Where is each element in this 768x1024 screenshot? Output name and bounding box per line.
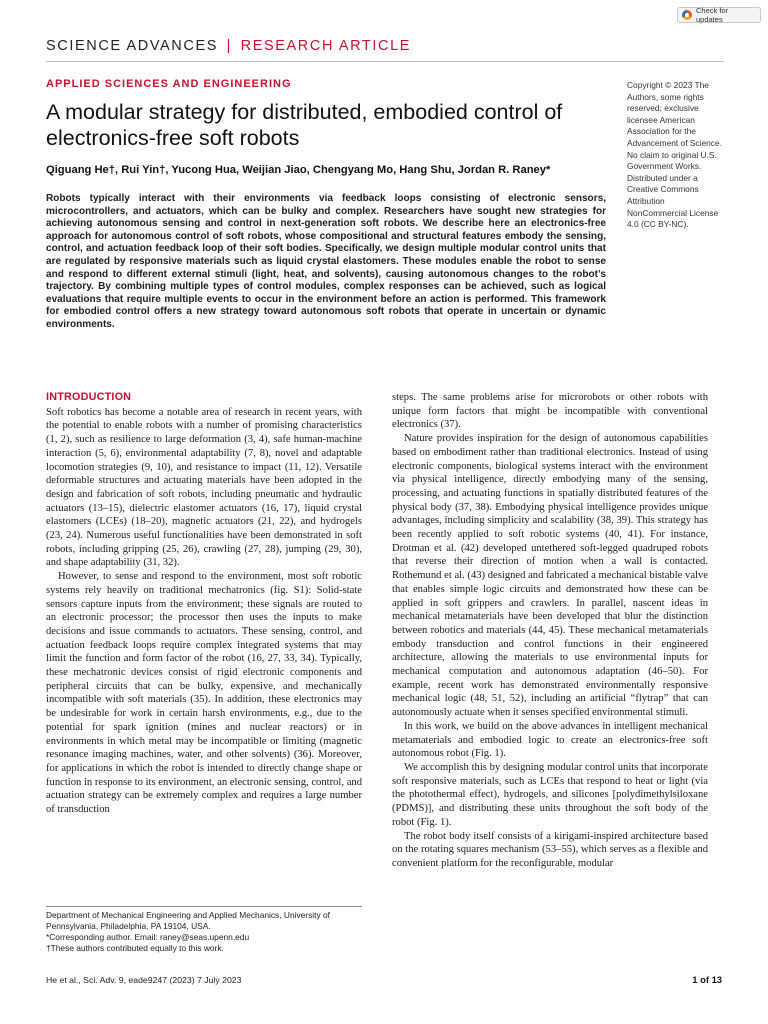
author-list: Qiguang He†, Rui Yin†, Yucong Hua, Weijian Jiao, Chengyang Mo, Hang Shu, Jordan R. Raney* bbox=[46, 164, 551, 176]
body-paragraph: In this work, we build on the above advances in intelligent mechanical metamaterials and embodied logic to create an electronics-free soft autonomous robot (Fig. 1). bbox=[392, 720, 708, 760]
page-number: 1 of 13 bbox=[692, 974, 722, 985]
header-rule bbox=[46, 61, 724, 62]
body-paragraph: Soft robotics has become a notable area of research in recent years, with the potential to enable robots with a number of promising characteristics (1, 2), such as resilience to large deformation (3, 4), safe human-machine interaction (5, 6), environmental adaptability (7, 8), novel and adaptable locomotion strategies (9, 10), and resistance to impact (11, 12). Versatile deformable structures and actuating materials have been adopted in the design and fabrication of soft robots, including pneumatic and hydraulic actuators (13–15), dielectric elastomer actuators (16, 17), liquid crystal elastomers (LCEs) (18–20), magnetic actuators (21, 22), and hydrogels (23, 24). Numerous useful functionalities have been demonstrated in soft robots, including gripping (25, 26), crawling (27, 28), jumping (29, 30), and shape adaptability (31, 32). bbox=[46, 406, 362, 569]
right-column bbox=[392, 391, 708, 871]
copyright-notice: Copyright © 2023 The Authors, some rights reserved; exclusive licensee American Association for the Advancement of Science. No claim to original U.S. Government Works. Distributed under a Creative Commons Attribution NonCommercial License 4.0 (CC BY-NC). bbox=[627, 80, 722, 230]
journal-header bbox=[46, 38, 411, 54]
header-separator: | bbox=[226, 38, 232, 54]
citation-footer: He et al., Sci. Adv. 9, eade9247 (2023) 7 July 2023 bbox=[46, 975, 242, 985]
corresponding-author-note: *Corresponding author. Email: raney@seas.upenn.edu bbox=[46, 932, 250, 942]
affiliation-note: Department of Mechanical Engineering and Applied Mechanics, University of Pennsylvania, Philadelphia, PA 19104, USA. bbox=[46, 910, 330, 931]
journal-name: SCIENCE ADVANCES bbox=[46, 38, 218, 54]
body-paragraph: Nature provides inspiration for the design of autonomous capabilities based on embodiment rather than traditional electronics. Instead of using electronic components, biological systems interact with the environment via physical intelligence, directly embodying many of the sensing, processing, and actuating functions in spatially distributed features of the physical body (37, 38). Embodying physical intelligence provides unique advantages, including simplicity and scalability (38, 39). This strategy has been recently applied to soft robotic systems (40, 41). For instance, Drotman et al. (42) developed untethered soft-legged quadruped robots that reverse their direction of motion when a wall is contacted. Rothemund et al. (43) designed and fabricated a mechanical bistable valve that enables simple logic circuits and demonstrated how these can be applied in soft grippers and crawlers. In parallel, nascent ideas in mechanical metamaterials have been developed that blur the distinction between robotics and materials (44, 45). These mechanical metamaterials embody transduction and control functions in their engineered architecture, allowing the materials to use environmental inputs for mechanical computation and autonomous adaptation (46–50). For example, recent work has demonstrated environmentally responsive mechanical logic (48, 51, 52), including an artificial “flytrap” that can autonomously actuate when it senses specified environmental stimuli. bbox=[392, 433, 708, 719]
footnotes bbox=[46, 910, 362, 954]
body-paragraph: However, to sense and respond to the environment, most soft robotic systems rely heavily on traditional mechatronics (fig. S1): Solid-state sensors capture inputs from the environment; these signals are routed to an electronic processor; the processor then uses the inputs to make decisions and issue commands to actuators. These sensing, control, and actuation feedback loops require complex integrated systems that may limit the function and form factor of the robot (16, 27, 33, 34). Typically, these mechatronic devices consist of rigid electronic components and peripheral circuits that can be bulky, expensive, and mechanically incompatible with soft materials (35). In addition, these electronics may be undesirable for work in certain harsh environments, e.g., due to the potential for spark ignition (mines and nuclear reactors) or in environments in which metal may be incompatible or limiting (magnetic resonance imaging machines, water, and other solvents) (36). Moreover, for applications in which the robot is intended to directly change shape or function in response to its environment, an electronic sensing, control, and actuation strategy can be extremely complex and requires a large number of transduction bbox=[46, 571, 362, 816]
body-paragraph: steps. The same problems arise for microrobots or other robots with unique form factors that might be incompatible with conventional electronics (37). bbox=[392, 392, 708, 431]
check-for-updates-label: Check for updates bbox=[696, 6, 729, 24]
section-label: APPLIED SCIENCES AND ENGINEERING bbox=[46, 78, 292, 90]
footnote-rule bbox=[46, 906, 362, 907]
body-paragraph: The robot body itself consists of a kirigami-inspired architecture based on the rotating squares mechanism (53–55), which serves as a flexible and convenient platform for the reconfigurable, modular bbox=[392, 830, 708, 869]
left-column bbox=[46, 391, 362, 817]
check-for-updates-badge[interactable] bbox=[677, 7, 761, 23]
article-title: A modular strategy for distributed, embodied control of electronics-free soft robots bbox=[46, 100, 563, 150]
crossmark-icon bbox=[682, 10, 692, 20]
body-paragraph: We accomplish this by designing modular control units that incorporate soft responsive materials, such as LCEs that respond to heat or light (via the photothermal effect), hydrogels, and silicones [polydimethylsiloxane (PDMS)], and distributing these units throughout the soft body of the robot (Fig. 1). bbox=[392, 761, 708, 828]
introduction-heading: INTRODUCTION bbox=[46, 391, 132, 403]
abstract: Robots typically interact with their environments via feedback loops consisting of electronic sensors, microcontrollers, and actuators, which can be bulky and complex. Researchers have sought new strategies for achieving autonomous sensing and control in next-generation soft robots. We describe here an electronics-free approach for autonomous control of soft robots, whose compositional and structural features embody the sensing, control, and actuation feedback loop of their soft bodies. Specifically, we design multiple modular control units that are regulated by responsive materials such as liquid crystal elastomers. These modules enable the robot to sense and respond to different external stimuli (light, heat, and solvents), causing autonomous changes to the robot’s trajectory. By combining multiple types of control modules, complex responses can be achieved, such as logical evaluations that require multiple events to occur in the environment before an action is performed. This framework for embodied control offers a new strategy toward autonomous soft robots that operate in uncertain or dynamic environments. bbox=[46, 193, 606, 330]
equal-contribution-note: †These authors contributed equally to this work. bbox=[46, 943, 224, 953]
article-type: RESEARCH ARTICLE bbox=[240, 38, 412, 54]
